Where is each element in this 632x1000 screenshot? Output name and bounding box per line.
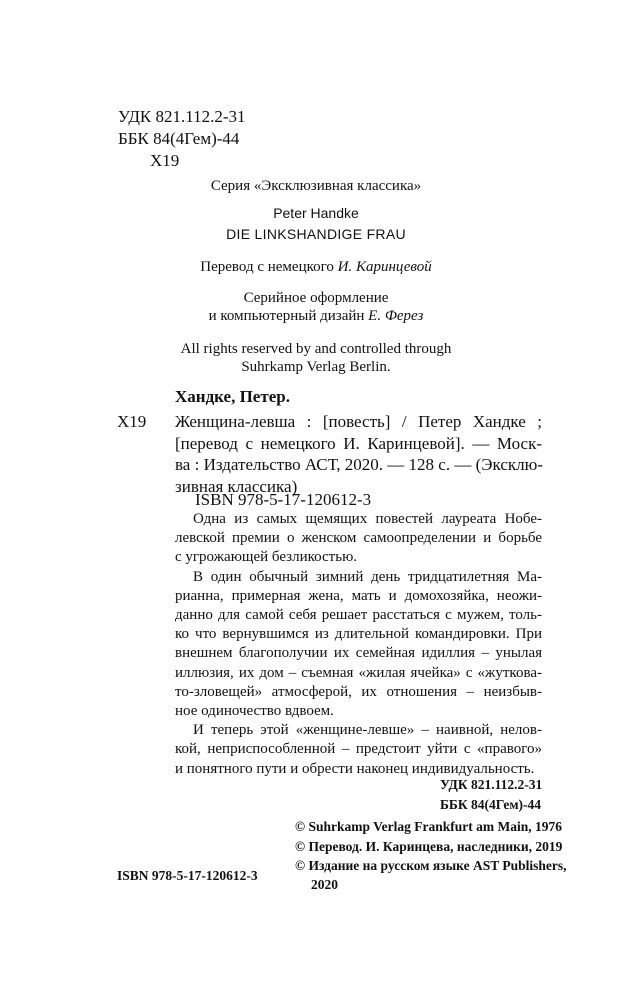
catalog-heading: Хандке, Петер. — [175, 387, 290, 406]
annotation-line: Одна из самых щемящих повестей лауреата Нобе- — [193, 511, 542, 527]
bbk-code: ББК 84(4Гем)-44 — [118, 129, 240, 148]
translator-name: И. Каринцевой — [337, 259, 432, 275]
design-credit — [0, 306, 632, 326]
catalog-line: Женщина-левша : [повесть] / Петер Хандке ; — [175, 412, 542, 431]
catalog-mark: Х19 — [117, 412, 147, 431]
udk-code: УДК 821.112.2-31 — [118, 107, 246, 126]
designer-name: Е. Ферез — [368, 308, 424, 324]
annotation-line: В один обычный зимний день тридцатилетняя Ма- — [193, 568, 542, 585]
copyright-isbn: ISBN 978-5-17-120612-3 — [117, 868, 258, 883]
annotation-line: то-зловещей» атмосферой, их отношения – неизбыв- — [175, 683, 542, 700]
design-prefix: и компьютерный дизайн — [208, 308, 369, 324]
catalog-line: [перевод с немецкого И. Каринцевой]. — Моск- — [175, 433, 542, 453]
copyright-year: 2020 — [311, 877, 338, 892]
annotation-line: данно для самой себя решает расстаться с мужем, толь- — [175, 607, 542, 624]
series-title: Серия «Эксклюзивная классика» — [210, 178, 422, 194]
catalog-description — [175, 411, 542, 497]
annotation-line: иллюзия, их дом – съемная «жилая ячейка» с «жуткова- — [175, 664, 542, 681]
design-line-1: Серийное оформление — [243, 290, 389, 306]
translation-prefix: Перевод с немецкого — [200, 259, 338, 275]
annotation-line: ное одиночество вдвоем. — [175, 703, 334, 720]
annotation-line: рианна, примерная жена, мать и домохозяйка, неожи- — [175, 587, 542, 604]
annotation-line: кой, неприспособленной – предстоит уйти с «правого» — [175, 741, 542, 758]
catalog-line: ва : Издательство АСТ, 2020. — 128 с. — (Эксклю- — [175, 455, 543, 474]
footer-udk-code: УДК 821.112.2-31 — [440, 777, 543, 792]
translation-credit — [0, 257, 632, 277]
annotation-line: и понятного пути и обрести наконец индивидуальность. — [175, 760, 535, 777]
original-title: DIE LINKSHANDIGE FRAU — [226, 226, 406, 242]
annotation-line: внешнем благополучии их семейная идиллия – унылая — [175, 645, 542, 662]
annotation-line: с угрожающей безликостью. — [175, 549, 358, 566]
annotation — [175, 510, 542, 779]
original-author: Peter Handke — [273, 205, 359, 221]
rights-line-2: Suhrkamp Verlag Berlin. — [241, 359, 391, 375]
footer-bbk-code: ББК 84(4Гем)-44 — [440, 797, 541, 812]
author-mark: Х19 — [150, 151, 180, 170]
annotation-line: левской премии о женском самоопределении и борьбе — [175, 530, 542, 547]
copyright-line: © Перевод. И. Каринцева, наследники, 2019 — [295, 839, 563, 854]
copyright-line: © Издание на русском языке AST Publishers, — [295, 858, 567, 873]
annotation-line: ко что вернувшимся из длительной командировки. При — [175, 626, 542, 643]
rights-line-1: All rights reserved by and controlled through — [180, 341, 452, 357]
catalog-isbn: ISBN 978-5-17-120612-3 — [195, 490, 372, 509]
catalog-line: зивная классика) — [175, 476, 298, 496]
annotation-line: И теперь этой «женщине-левше» – наивной, нелов- — [193, 722, 542, 739]
copyright-line: © Suhrkamp Verlag Frankfurt am Main, 1976 — [295, 819, 562, 834]
